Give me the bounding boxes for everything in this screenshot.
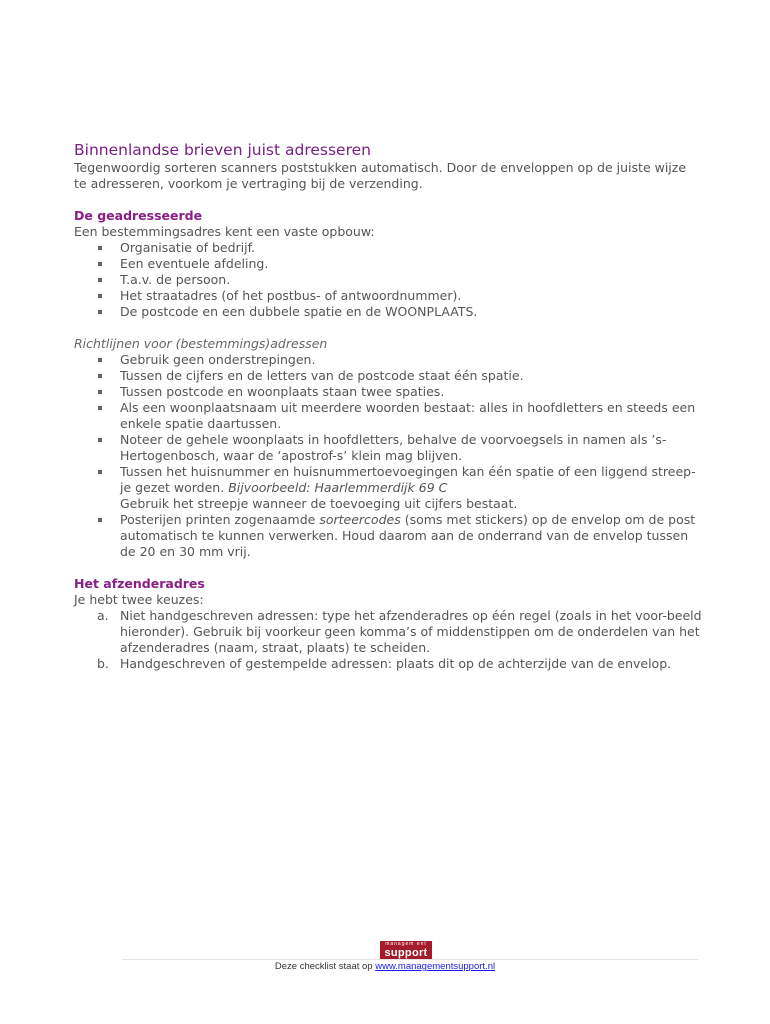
example-text: Bijvoorbeeld: Haarlemmerdijk 69 C [228,480,448,495]
list-item: De postcode en een dubbele spatie en de WOONPLAATS. [74,304,702,320]
list-item-text: Handgeschreven of gestempelde adressen: plaats dit op de achterzijde van de envelop. [120,656,672,671]
list-item-text: Niet handgeschreven adressen: type het afzenderadres op één regel (zoals in het voor-beeld hieronder). Gebruik bij voorkeur geen komma’s of middenstippen om de onderdelen van het afzenderadres (naam, straat, plaats) te scheiden. [120,608,702,655]
section-lead: Je hebt twee keuzes: [74,592,204,607]
section-heading-richtlijnen: Richtlijnen voor (bestemmings)adressen [74,336,328,351]
page-title: Binnenlandse brieven juist adresseren [74,141,371,159]
website-link[interactable]: www.managementsupport.nl [375,961,496,972]
list-item: Noteer de gehele woonplaats in hoofdletters, behalve de voorvoegsels in namen als ’s-Hertogenbosch, waar de ‘apostrof-s’ klein mag blijven. [74,432,702,464]
list-item: Organisatie of bedrijf. [74,240,702,256]
sender-options-list [74,608,702,672]
guidelines-list [74,352,702,560]
list-item: Een eventuele afdeling. [74,256,702,272]
list-item [74,464,702,512]
section-lead: Een bestemmingsadres kent een vaste opbouw: [74,224,375,239]
list-item-text: Tussen het huisnummer en huisnummertoevoegingen kan één spatie of een liggend streep-je gezet worden. [120,464,696,495]
document-body [74,141,702,672]
list-item [74,656,702,672]
list-item-text: Posterijen printen zogenaamde [120,512,320,527]
list-item-text: Gebruik het streepje wanneer de toevoeging uit cijfers bestaat. [120,496,518,511]
section-heading-geadresseerde: De geadresseerde [74,208,203,223]
list-item: T.a.v. de persoon. [74,272,702,288]
list-item-text: (soms met stickers) op de envelop om de post automatisch te kunnen verwerken. Houd daarom aan de onderrand van de envelop tussen de 20 en 30 mm vrij. [120,512,696,559]
logo-bottom-text: support [384,947,428,959]
intro-paragraph: Tegenwoordig sorteren scanners poststukken automatisch. Door de enveloppen op de juiste wijze te adresseren, voorkom je vertraging bij de verzending. [74,160,687,191]
address-structure-list [74,240,702,320]
section-heading-afzenderadres: Het afzenderadres [74,576,205,591]
footer [0,961,770,973]
list-item: Als een woonplaatsnaam uit meerdere woorden bestaat: alles in hoofdletters en steeds een enkele spatie daartussen. [74,400,702,432]
emphasis-text: sorteercodes [319,512,401,527]
list-item [74,512,702,560]
logo-top-text: managem ent [385,941,427,947]
list-item: Het straatadres (of het postbus- of antwoordnummer). [74,288,702,304]
list-item: Tussen de cijfers en de letters van de postcode staat één spatie. [74,368,702,384]
footer-divider [122,959,698,960]
list-item: Gebruik geen onderstrepingen. [74,352,702,368]
footer-text: Deze checklist staat op [274,961,376,972]
list-marker: a. [97,608,109,623]
list-marker: b. [97,656,109,671]
management-support-logo [380,941,432,959]
list-item: Tussen postcode en woonplaats staan twee spaties. [74,384,702,400]
list-item [74,608,702,656]
